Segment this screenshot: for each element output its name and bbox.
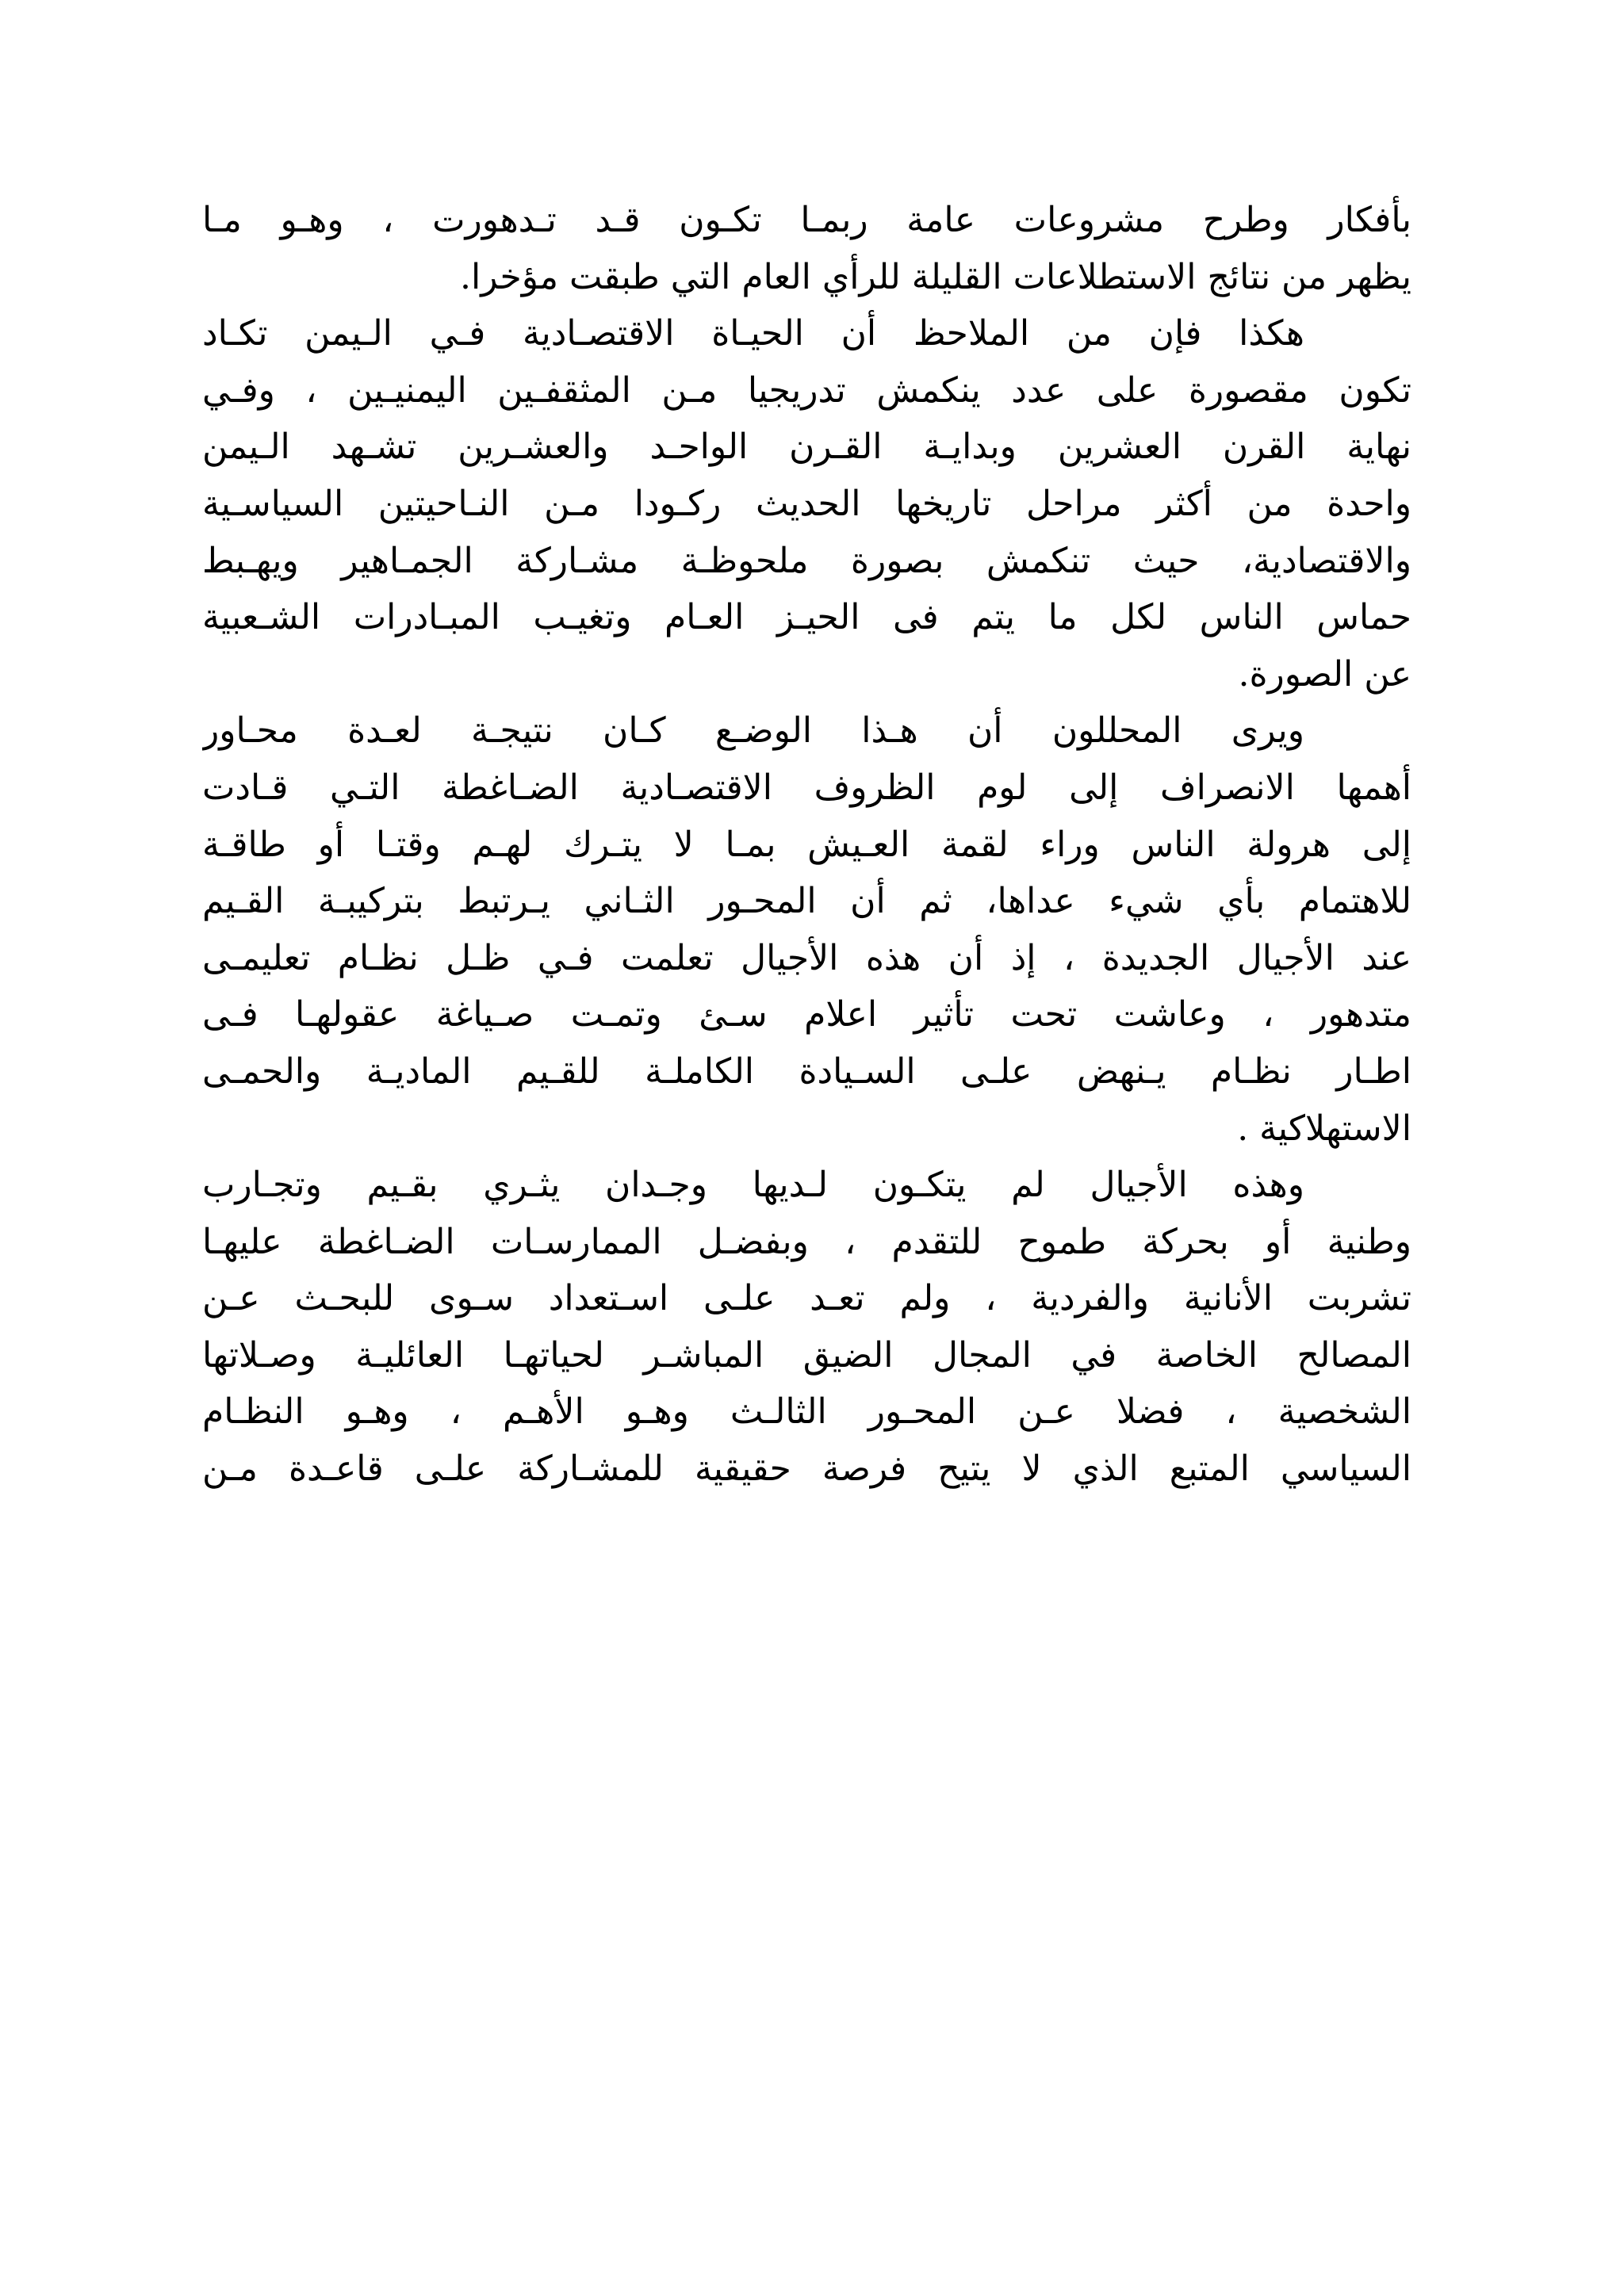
text-line: حماس الناس لكل ما يتم فى الحيـز العـام وتغيـب المبـادرات الشـعبية [202, 597, 1411, 638]
text-line: والاقتصادية، حيث تنكمش بصورة ملحوظـة مشـاركة الجمـاهير ويهـبط [202, 540, 1411, 581]
text-line: تكون مقصورة على عدد ينكمش تدريجيا مـن المثقفـين اليمنيـين ، وفـي [202, 369, 1411, 411]
text-line: تشربت الأنانية والفردية ، ولم تعـد علـى اسـتعداد سـوى للبحـث عـن [202, 1278, 1411, 1319]
text-line: عن الصورة. [1238, 653, 1411, 695]
text-line: وطنية أو بحركة طموح للتقدم ، وبفضـل الممارسـات الضـاغطة عليهـا [202, 1221, 1411, 1262]
text-line: أهمها الانصراف إلى لوم الظروف الاقتصـادية الضـاغطة التـي قـادت [202, 767, 1411, 808]
text-line: نهاية القرن العشرين وبدايـة القـرن الواحـد والعشـرين تشـهد الـيمن [202, 427, 1411, 468]
text-line: متدهور ، وعاشت تحت تأثير اعلام سـئ وتمـت صـياغة عقولهـا فـى [202, 994, 1411, 1035]
text-line: الاستهلاكية . [1237, 1108, 1411, 1149]
article-body [202, 192, 1411, 1498]
paragraph-first-line: هكذا فإن من الملاحظ أن الحيـاة الاقتصـادية فـي الـيمن تكـاد [202, 313, 1304, 354]
text-line: يظهر من نتائج الاستطلاعات القليلة للرأي العام التي طبقت مؤخرا. [460, 256, 1411, 297]
text-line: واحدة من أكثر مراحل تاريخها الحديث ركـودا مـن النـاحيتين السياسـية [202, 483, 1411, 524]
text-line: عند الأجيال الجديدة ، إذ أن هذه الأجيال تعلمت فـي ظـل نظـام تعليمـى [202, 937, 1411, 978]
text-line: المصالح الخاصة في المجال الضيق المباشـر لحياتهـا العائليـة وصـلاتها [202, 1334, 1411, 1376]
text-line: الشخصية ، فضلا عـن المحـور الثالـث وهـو الأهـم ، وهـو النظـام [202, 1391, 1411, 1433]
text-line: السياسي المتبع الذي لا يتيح فرصة حقيقية للمشـاركة علـى قاعـدة مـن [202, 1448, 1411, 1490]
paragraph-first-line: ويرى المحللون أن هـذا الوضـع كـان نتيجـة لعـدة محـاور [202, 710, 1304, 752]
text-line: إلى هرولة الناس وراء لقمة العـيش بمـا لا يتـرك لهـم وقتـا أو طاقـة [202, 824, 1411, 865]
text-line: اطـار نظـام يـنهض علـى السـيادة الكاملـة للقـيم الماديـة والحمـى [202, 1050, 1411, 1092]
text-line: بأفكار وطرح مشروعات عامة ربمـا تكـون قـد تـدهورت ، وهـو مـا [202, 200, 1411, 240]
text-line: للاهتمام بأي شيء عداها، ثم أن المحـور الثـاني يـرتبط بتركيبـة القـيم [202, 881, 1411, 922]
paragraph-first-line: وهذه الأجيال لم يتكـون لـديها وجـدان يثـري بقـيم وتجـارب [202, 1165, 1304, 1206]
